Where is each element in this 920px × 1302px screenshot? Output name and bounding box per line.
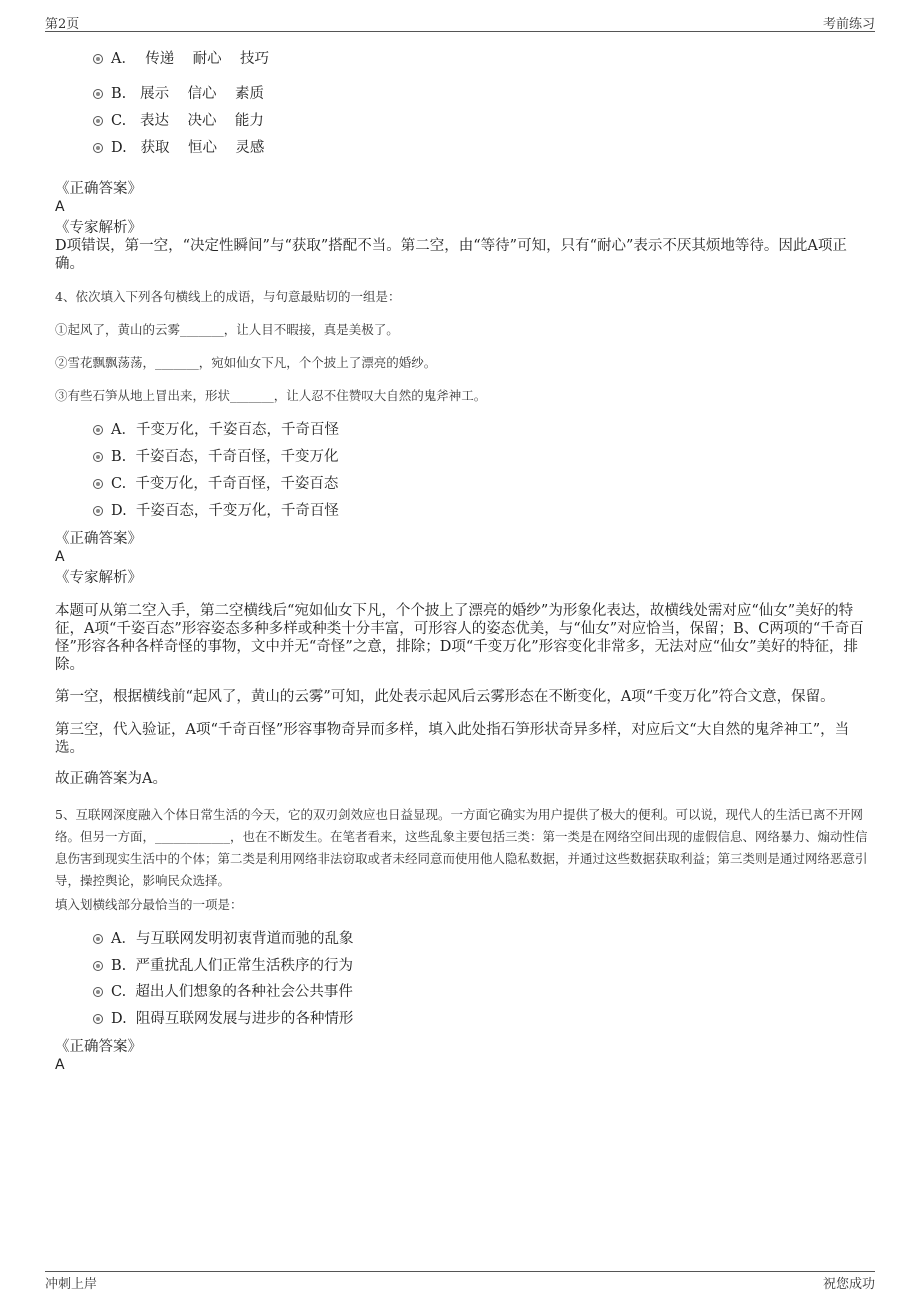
page-header (45, 13, 875, 32)
correct-answer-value: A (55, 1057, 65, 1073)
q5-option-a[interactable]: A．与互联网发明初衷背道而驰的乱象 (93, 930, 353, 948)
q5-option-b[interactable]: B. 严重扰乱人们正常生活秩序的行为 (93, 957, 353, 975)
q4-analysis-p3: 第三空，代入验证，A项“千奇百怪”形容事物奇异而多样，填入此处指石笋形状奇异多样，对应后文“大自然的鬼斧神工”，当选。 (55, 722, 850, 756)
page-footer (45, 1271, 875, 1291)
q5-option-c[interactable]: C. 超出人们想象的各种社会公共事件 (93, 983, 353, 1001)
q3-analysis: D项错误，第一空，“决定性瞬间”与“获取”搭配不当。第二空，由“等待”可知，只有“耐心”表示不厌其烦地等待。因此A项正确。 (55, 238, 847, 272)
footer-left-text: 冲刺上岸 (45, 1277, 98, 1292)
q4-option-d[interactable]: D. 千姿百态，千变万化，千奇百怪 (93, 502, 339, 520)
radio-icon[interactable] (93, 961, 103, 971)
radio-icon[interactable] (93, 479, 103, 489)
q4-sentence-3: ③有些石笋从地上冒出来，形状_______，让人忍不住赞叹大自然的鬼斧神工。 (55, 388, 487, 403)
radio-icon[interactable] (93, 89, 103, 99)
radio-icon[interactable] (93, 506, 103, 516)
radio-icon[interactable] (93, 934, 103, 944)
q4-sentence-1: ①起风了，黄山的云雾_______，让人目不暇接，真是美极了。 (55, 322, 399, 337)
q3-option-d[interactable]: D. 获取 恒心 灵感 (93, 139, 264, 157)
q4-analysis-p4: 故正确答案为A。 (55, 771, 167, 787)
expert-analysis-label: 《专家解析》 (55, 570, 142, 586)
q4-analysis-p2: 第一空，根据横线前“起风了，黄山的云雾”可知，此处表示起风后云雾形态在不断变化，A项“千变万化”符合文意，保留。 (55, 689, 835, 705)
q4-stem: 4、依次填入下列各句横线上的成语，与句意最贴切的一组是： (55, 289, 401, 304)
q4-option-b[interactable]: B. 千姿百态，千奇百怪，千变万化 (93, 448, 338, 466)
q3-option-b[interactable]: B. 展示 信心 素质 (93, 85, 264, 103)
radio-icon[interactable] (93, 116, 103, 126)
footer-right-text: 祝您成功 (822, 1277, 875, 1292)
q4-option-c[interactable]: C. 千变万化，千奇百怪，千姿百态 (93, 475, 338, 493)
correct-answer-label: 《正确答案》 (55, 1039, 142, 1055)
expert-analysis-label: 《专家解析》 (55, 220, 142, 236)
correct-answer-label: 《正确答案》 (55, 181, 142, 197)
radio-icon[interactable] (93, 54, 103, 64)
correct-answer-label: 《正确答案》 (55, 531, 142, 547)
correct-answer-value: A (55, 549, 65, 565)
q5-option-d[interactable]: D. 阻碍互联网发展与进步的各种情形 (93, 1010, 353, 1028)
correct-answer-value: A (55, 199, 65, 215)
radio-icon[interactable] (93, 987, 103, 997)
radio-icon[interactable] (93, 425, 103, 435)
q3-option-a[interactable]: A． 传递 耐心 技巧 (93, 50, 269, 68)
radio-icon[interactable] (93, 452, 103, 462)
radio-icon[interactable] (93, 1014, 103, 1024)
radio-icon[interactable] (93, 143, 103, 153)
header-title: 考前练习 (822, 17, 875, 32)
q4-option-a[interactable]: A．千变万化，千姿百态，千奇百怪 (93, 421, 339, 439)
q4-sentence-2: ②雪花飘飘荡荡，_______，宛如仙女下凡，个个披上了漂亮的婚纱。 (55, 355, 437, 370)
q4-analysis-p1: 本题可从第二空入手，第二空横线后“宛如仙女下凡，个个披上了漂亮的婚纱”为形象化表达，故横线处需对应“仙女”美好的特征，A项“千姿百态”形容姿态多种多样或种类十分丰富，可形容人的姿态优美，与“仙女”对应恰当，保留；B、C两项的“千奇百怪”形容各种各样奇怪的事物，文中并无“奇怪”之意，排除；D项“千变万化”形容变化非常多，无法对应“仙女”美好的特征，排除。 (55, 603, 864, 673)
q3-option-c[interactable]: C. 表达 决心 能力 (93, 112, 264, 130)
page-number: 第2页 (45, 17, 80, 32)
q5-prompt: 填入划横线部分最恰当的一项是： (55, 897, 243, 912)
q5-stem: 5、互联网深度融入个体日常生活的今天，它的双刃剑效应也日益显现。一方面它确实为用户提供了极大的便利。可以说，现代人的生活已离不开网络。但另一方面，____________，也在不断发生。在笔者看来，这些乱象主要包括三类：第一类是在网络空间出现的虚假信息、网络暴力、煽动性信息伤害到现实生活中的个体；第二类是利用网络非法窃取或者未经同意而使用他人隐私数据，并通过这些数据获取利益；第三类则是通过网络恶意引导，操控舆论，影响民众选择。 (55, 807, 868, 888)
